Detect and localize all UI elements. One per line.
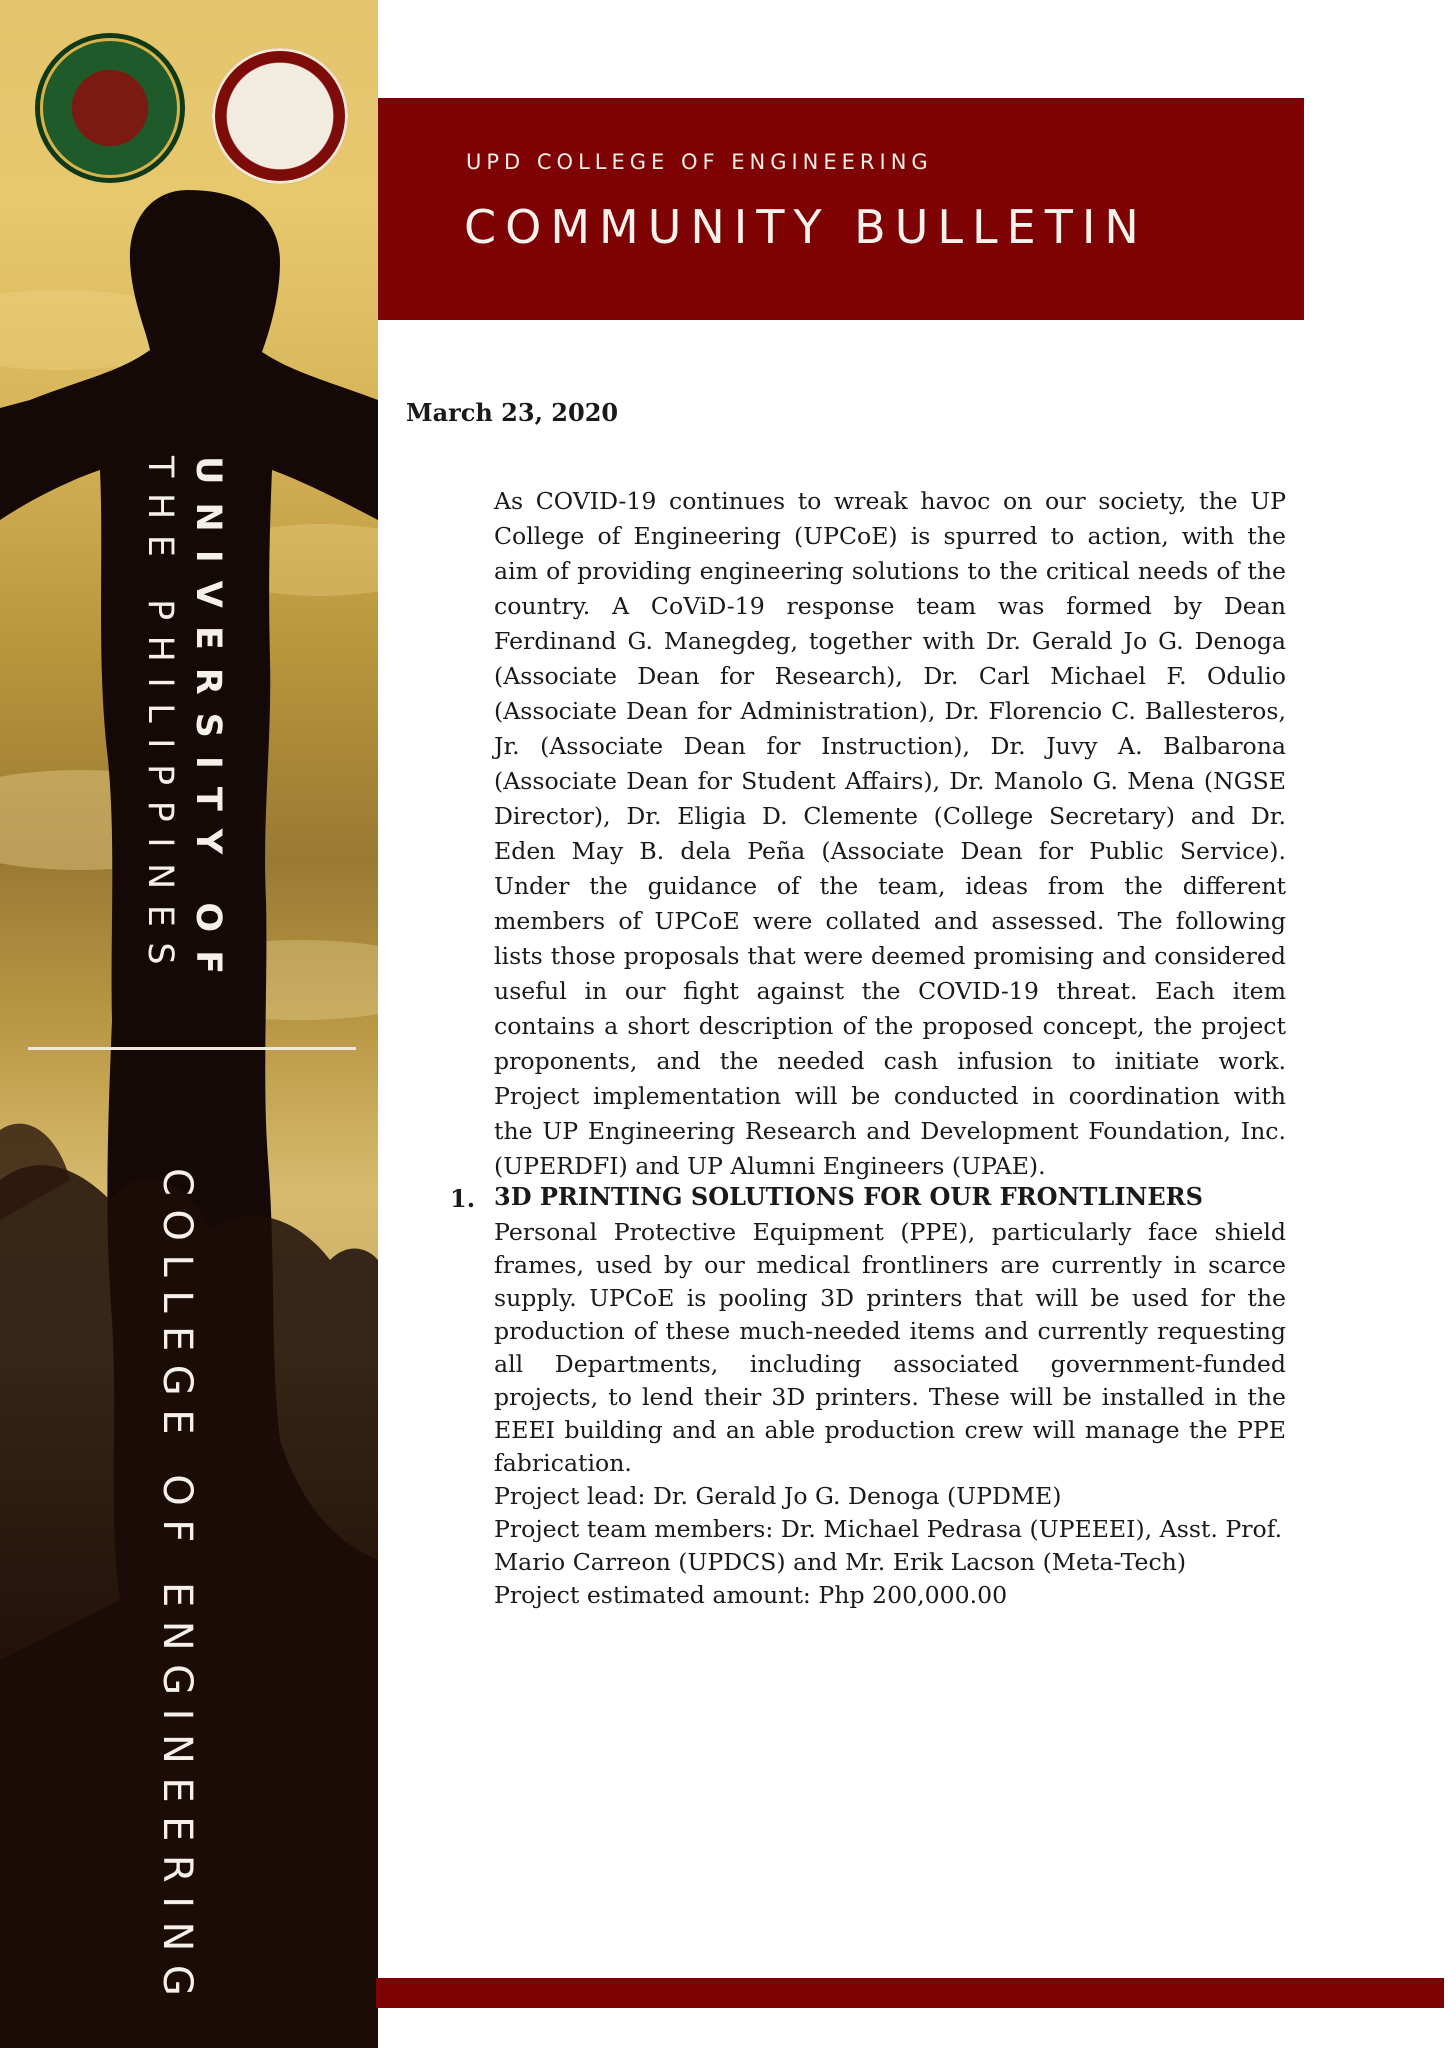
footer-bar [376, 1978, 1444, 2008]
item-title: 3D PRINTING SOLUTIONS FOR OUR FRONTLINERS [494, 1182, 1203, 1211]
coe-seal-logo [212, 48, 348, 184]
project-lead: Project lead: Dr. Gerald Jo G. Denoga (UPDME) [494, 1482, 1062, 1510]
bulletin-date: March 23, 2020 [406, 398, 619, 427]
intro-paragraph: As COVID-19 continues to wreak havoc on our society, the UP College of Engineering (UPCoE) is spurred to action, with the aim of providing engineering solutions to the critical needs of the country. A CoViD-19 response team was formed by Dean Ferdinand G. Manegdeg, together with Dr. Gerald Jo G. Denoga (Associate Dean for Research), Dr. Carl Michael F. Odulio (Associate Dean for Administration), Dr. Florencio C. Ballesteros, Jr. (Associate Dean for Instruction), Dr. Juvy A. Balbarona (Associate Dean for Student Affairs), Dr. Manolo G. Mena (NGSE Director), Dr. Eligia D. Clemente (College Secretary) and Dr. Eden May B. dela Peña (Associate Dean for Public Service). Under the guidance of the team, ideas from the different members of UPCoE were collated and assessed. The following lists those proposals that were deemed promising and considered useful in our fight against the COVID-19 threat. Each item contains a short description of the proposed concept, the project proponents, and the needed cash infusion to initiate work. Project implementation will be conducted in coordination with the UP Engineering Research and Development Foundation, Inc. (UPERDFI) and UP Alumni Engineers (UPAE). [494, 487, 1286, 1180]
project-details [494, 1480, 1286, 1612]
sidebar-university-vertical-text: UNIVERSITY OF [188, 456, 228, 992]
item-description: Personal Protective Equipment (PPE), particularly face shield frames, used by our medical frontliners are currently in scarce supply. UPCoE is pooling 3D printers that will be used for the production of these much-needed items and currently requesting all Departments, including associated government-funded projects, to lend their 3D printers. These will be installed in the EEEI building and an able production crew will manage the PPE fabrication. [494, 1218, 1286, 1477]
header-kicker: UPD COLLEGE OF ENGINEERING [466, 150, 933, 174]
page-title: COMMUNITY BULLETIN [464, 200, 1148, 254]
sidebar-photo-banner [0, 0, 378, 2048]
item-number: 1. [450, 1184, 476, 1213]
sidebar-philippines-vertical-text: THE PHILIPPINES [140, 456, 180, 981]
project-team-members: Project team members: Dr. Michael Pedrasa (UPEEEI), Asst. Prof. Mario Carreon (UPDCS) and Mr. Erik Lacson (Meta-Tech) [494, 1515, 1283, 1576]
sidebar-divider [28, 1047, 356, 1050]
up-seal-logo [40, 38, 180, 178]
project-estimated-amount: Project estimated amount: Php 200,000.00 [494, 1581, 1008, 1609]
header-banner [378, 98, 1304, 320]
sidebar-college-vertical-text: COLLEGE OF ENGINEERING [154, 1168, 200, 2010]
